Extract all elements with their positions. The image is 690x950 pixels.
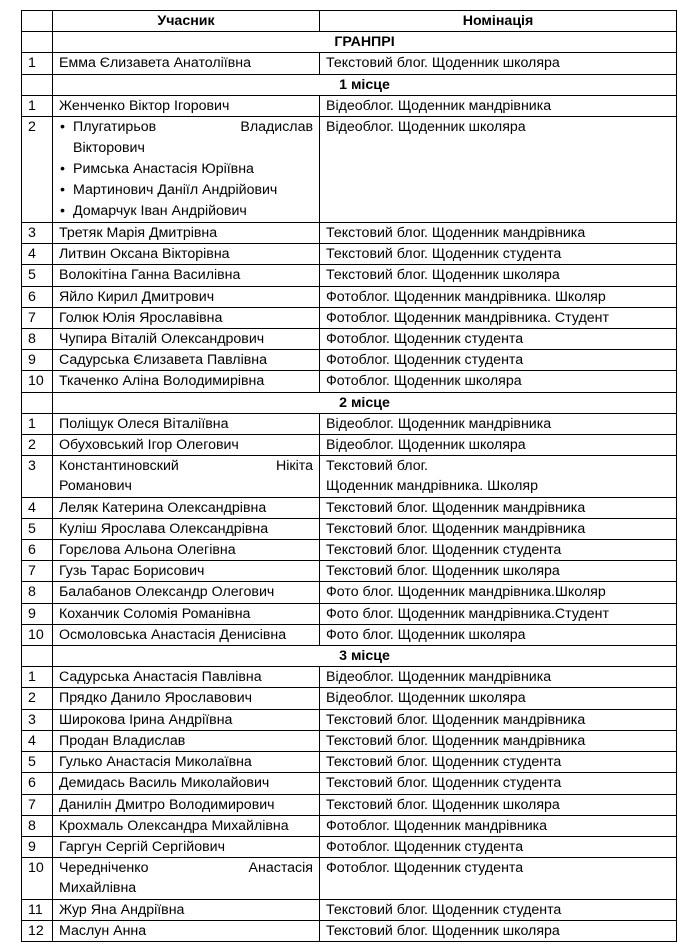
- row-number: 10: [22, 858, 53, 899]
- nomination-cell: Фото блог. Щоденник школяра: [320, 624, 677, 645]
- row-number: 4: [22, 244, 53, 265]
- nomination-cell: [320, 456, 677, 497]
- row-number: 10: [22, 371, 53, 392]
- participant-name: Демидась Василь Миколайович: [53, 773, 320, 794]
- table-row: [22, 350, 677, 371]
- participant-name: Горєлова Альона Олегівна: [53, 540, 320, 561]
- participant-name: Литвин Оксана Вікторівна: [53, 244, 320, 265]
- participant-name: Осмоловська Анастасія Денисівна: [53, 624, 320, 645]
- table-row: [22, 53, 677, 74]
- table-row: [22, 286, 677, 307]
- table-row: [22, 371, 677, 392]
- table-row: [22, 836, 677, 857]
- row-number: 6: [22, 540, 53, 561]
- row-number: 12: [22, 920, 53, 941]
- row-number: 5: [22, 518, 53, 539]
- nomination-cell: Фото блог. Щоденник мандрівника.Студент: [320, 603, 677, 624]
- row-number: 7: [22, 561, 53, 582]
- row-number: 2: [22, 117, 53, 223]
- row-number: 6: [22, 286, 53, 307]
- participant-name-line-2: Романович: [59, 478, 132, 495]
- nomination-cell: Текстовий блог. Щоденник школяра: [320, 561, 677, 582]
- participant-list-item: • Римська Анастасія Юріївна: [59, 159, 313, 180]
- nomination-cell: Відеоблог. Щоденник школяра: [320, 435, 677, 456]
- table-row: [22, 920, 677, 941]
- row-number: 4: [22, 497, 53, 518]
- participant-name: Волокітіна Ганна Василівна: [53, 265, 320, 286]
- participant-name: Прядко Данило Ярославович: [53, 688, 320, 709]
- nomination-cell: Фото блог. Щоденник мандрівника.Школяр: [320, 582, 677, 603]
- participant-surname: • Плугатирьов: [73, 119, 157, 136]
- participant-name: Садурська Анастасія Павлівна: [53, 667, 320, 688]
- table-row: [22, 540, 677, 561]
- table-row: [22, 667, 677, 688]
- participant-surname: Константиновский: [59, 458, 179, 475]
- section-number-cell: [22, 32, 53, 53]
- participant-cell: [53, 117, 320, 223]
- table-row: [22, 223, 677, 244]
- nomination-cell: Фотоблог. Щоденник студента: [320, 350, 677, 371]
- row-number: 8: [22, 815, 53, 836]
- participant-name-line: [73, 117, 313, 138]
- table-row: [22, 435, 677, 456]
- participant-name: Ткаченко Аліна Володимирівна: [53, 371, 320, 392]
- participant-name: Женченко Віктор Ігорович: [53, 95, 320, 116]
- participant-name: Поліщук Олеся Віталіївна: [53, 413, 320, 434]
- participant-name: Гузь Тарас Борисович: [53, 561, 320, 582]
- row-number: 1: [22, 95, 53, 116]
- row-number: 4: [22, 730, 53, 751]
- participant-name: Чупира Віталій Олександрович: [53, 329, 320, 350]
- table-row: [22, 582, 677, 603]
- participant-name: Третяк Марія Дмитрівна: [53, 223, 320, 244]
- nomination-cell: Фотоблог. Щоденник студента: [320, 836, 677, 857]
- section-header-row: [22, 32, 677, 53]
- nomination-cell: Відеоблог. Щоденник школяра: [320, 688, 677, 709]
- nomination-cell: Відеоблог. Щоденник школяра: [320, 117, 677, 223]
- header-row: [22, 11, 677, 32]
- row-number: 8: [22, 329, 53, 350]
- table-row: [22, 413, 677, 434]
- row-number: 1: [22, 413, 53, 434]
- section-number-cell: [22, 392, 53, 413]
- participant-name: Данилін Дмитро Володимирович: [53, 794, 320, 815]
- nomination-cell: Текстовий блог. Щоденник студента: [320, 244, 677, 265]
- nomination-line: Текстовий блог.: [326, 458, 428, 475]
- participant-list-item: • Домарчук Іван Андрійович: [59, 201, 313, 222]
- nomination-cell: Текстовий блог. Щоденник студента: [320, 899, 677, 920]
- participant-name: Крохмаль Олександра Михайлівна: [53, 815, 320, 836]
- participant-firstname: Анастасія: [248, 860, 313, 877]
- participant-name-line: [59, 858, 313, 878]
- table-row: [22, 730, 677, 751]
- section-header-row: [22, 646, 677, 667]
- participant-name: Гаргун Сергій Сергійович: [53, 836, 320, 857]
- table-row: [22, 244, 677, 265]
- nomination-cell: Текстовий блог. Щоденник мандрівника: [320, 518, 677, 539]
- participant-name: Обуховський Ігор Олегович: [53, 435, 320, 456]
- row-number: 7: [22, 307, 53, 328]
- nomination-cell: Відеоблог. Щоденник мандрівника: [320, 667, 677, 688]
- row-number: 1: [22, 667, 53, 688]
- participant-name: Маслун Анна: [53, 920, 320, 941]
- table-row: [22, 95, 677, 116]
- participant-group-list: [59, 117, 313, 222]
- table-row: [22, 899, 677, 920]
- nomination-cell: Фотоблог. Щоденник студента: [320, 329, 677, 350]
- nomination-cell: Фотоблог. Щоденник мандрівника: [320, 815, 677, 836]
- table-row: [22, 624, 677, 645]
- row-number: 10: [22, 624, 53, 645]
- section-title: 3 місце: [53, 646, 677, 667]
- participant-name: Широкова Ірина Андріївна: [53, 709, 320, 730]
- row-number: 9: [22, 603, 53, 624]
- row-number: 2: [22, 688, 53, 709]
- section-number-cell: [22, 74, 53, 95]
- table-row: [22, 497, 677, 518]
- table-row: [22, 752, 677, 773]
- participant-name: Голюк Юлія Ярославівна: [53, 307, 320, 328]
- row-number: 7: [22, 794, 53, 815]
- participant-firstname: Владислав: [240, 119, 313, 136]
- nomination-cell: Відеоблог. Щоденник мандрівника: [320, 95, 677, 116]
- row-number: 1: [22, 53, 53, 74]
- participant-name: Продан Владислав: [53, 730, 320, 751]
- table-row: [22, 773, 677, 794]
- section-title: ГРАНПРІ: [53, 32, 677, 53]
- table-row: [22, 688, 677, 709]
- table-row: [22, 858, 677, 899]
- participant-list-item: [59, 117, 313, 159]
- table-row: [22, 794, 677, 815]
- section-header-row: [22, 392, 677, 413]
- table-row: [22, 117, 677, 223]
- participant-name-line: [59, 456, 313, 476]
- nomination-cell: Текстовий блог. Щоденник мандрівника: [320, 730, 677, 751]
- nomination-cell: Фотоблог. Щоденник мандрівника. Студент: [320, 307, 677, 328]
- row-number: 9: [22, 350, 53, 371]
- results-body: [22, 32, 677, 942]
- table-row: [22, 561, 677, 582]
- table-row: [22, 456, 677, 497]
- participant-list-item: • Мартинович Даніїл Андрійович: [59, 180, 313, 201]
- participant-name: Яйло Кирил Дмитрович: [53, 286, 320, 307]
- table-row: [22, 603, 677, 624]
- nomination-cell: Текстовий блог. Щоденник школяра: [320, 920, 677, 941]
- participant-name: Балабанов Олександр Олегович: [53, 582, 320, 603]
- participant-name: Леляк Катерина Олександрівна: [53, 497, 320, 518]
- participant-name: Куліш Ярослава Олександрівна: [53, 518, 320, 539]
- header-nomination: Номінація: [320, 11, 677, 32]
- section-title: 2 місце: [53, 392, 677, 413]
- participant-cell: [53, 456, 320, 497]
- participant-name: Садурська Єлизавета Павлівна: [53, 350, 320, 371]
- participant-name: Коханчик Соломія Романівна: [53, 603, 320, 624]
- nomination-cell: Текстовий блог. Щоденник школяра: [320, 265, 677, 286]
- row-number: 8: [22, 582, 53, 603]
- row-number: 11: [22, 899, 53, 920]
- participant-firstname: Нікіта: [276, 458, 313, 475]
- participant-name: Емма Єлизавета Анатоліївна: [53, 53, 320, 74]
- nomination-cell: Текстовий блог. Щоденник школяра: [320, 53, 677, 74]
- nomination-cell: Текстовий блог. Щоденник студента: [320, 773, 677, 794]
- row-number: 6: [22, 773, 53, 794]
- table-row: [22, 307, 677, 328]
- participant-surname: Чередніченко: [59, 860, 149, 877]
- table-row: [22, 815, 677, 836]
- nomination-cell: Фотоблог. Щоденник школяра: [320, 371, 677, 392]
- row-number: 5: [22, 752, 53, 773]
- nomination-cell: Текстовий блог. Щоденник мандрівника: [320, 709, 677, 730]
- row-number: 2: [22, 435, 53, 456]
- section-number-cell: [22, 646, 53, 667]
- participant-patronymic: Вікторович: [73, 140, 145, 157]
- header-participant: Учасник: [53, 11, 320, 32]
- results-table: [21, 10, 677, 942]
- nomination-cell: Текстовий блог. Щоденник студента: [320, 540, 677, 561]
- row-number: 3: [22, 223, 53, 244]
- row-number: 5: [22, 265, 53, 286]
- table-row: [22, 709, 677, 730]
- row-number: 3: [22, 456, 53, 497]
- participant-name: Гулько Анастасія Миколаївна: [53, 752, 320, 773]
- nomination-cell: Відеоблог. Щоденник мандрівника: [320, 413, 677, 434]
- table-row: [22, 265, 677, 286]
- nomination-cell: Текстовий блог. Щоденник школяра: [320, 794, 677, 815]
- nomination-cell: Фотоблог. Щоденник мандрівника. Школяр: [320, 286, 677, 307]
- row-number: 3: [22, 709, 53, 730]
- nomination-line: Щоденник мандрівника. Школяр: [326, 478, 538, 495]
- header-number: [22, 11, 53, 32]
- nomination-cell: Текстовий блог. Щоденник мандрівника: [320, 497, 677, 518]
- nomination-cell: Фотоблог. Щоденник студента: [320, 858, 677, 899]
- nomination-cell: Текстовий блог. Щоденник студента: [320, 752, 677, 773]
- participant-cell: [53, 858, 320, 899]
- table-row: [22, 518, 677, 539]
- section-header-row: [22, 74, 677, 95]
- participant-name: Жур Яна Андріївна: [53, 899, 320, 920]
- row-number: 9: [22, 836, 53, 857]
- nomination-cell: Текстовий блог. Щоденник мандрівника: [320, 223, 677, 244]
- participant-name-line-2: Михайлівна: [59, 880, 137, 897]
- table-row: [22, 329, 677, 350]
- section-title: 1 місце: [53, 74, 677, 95]
